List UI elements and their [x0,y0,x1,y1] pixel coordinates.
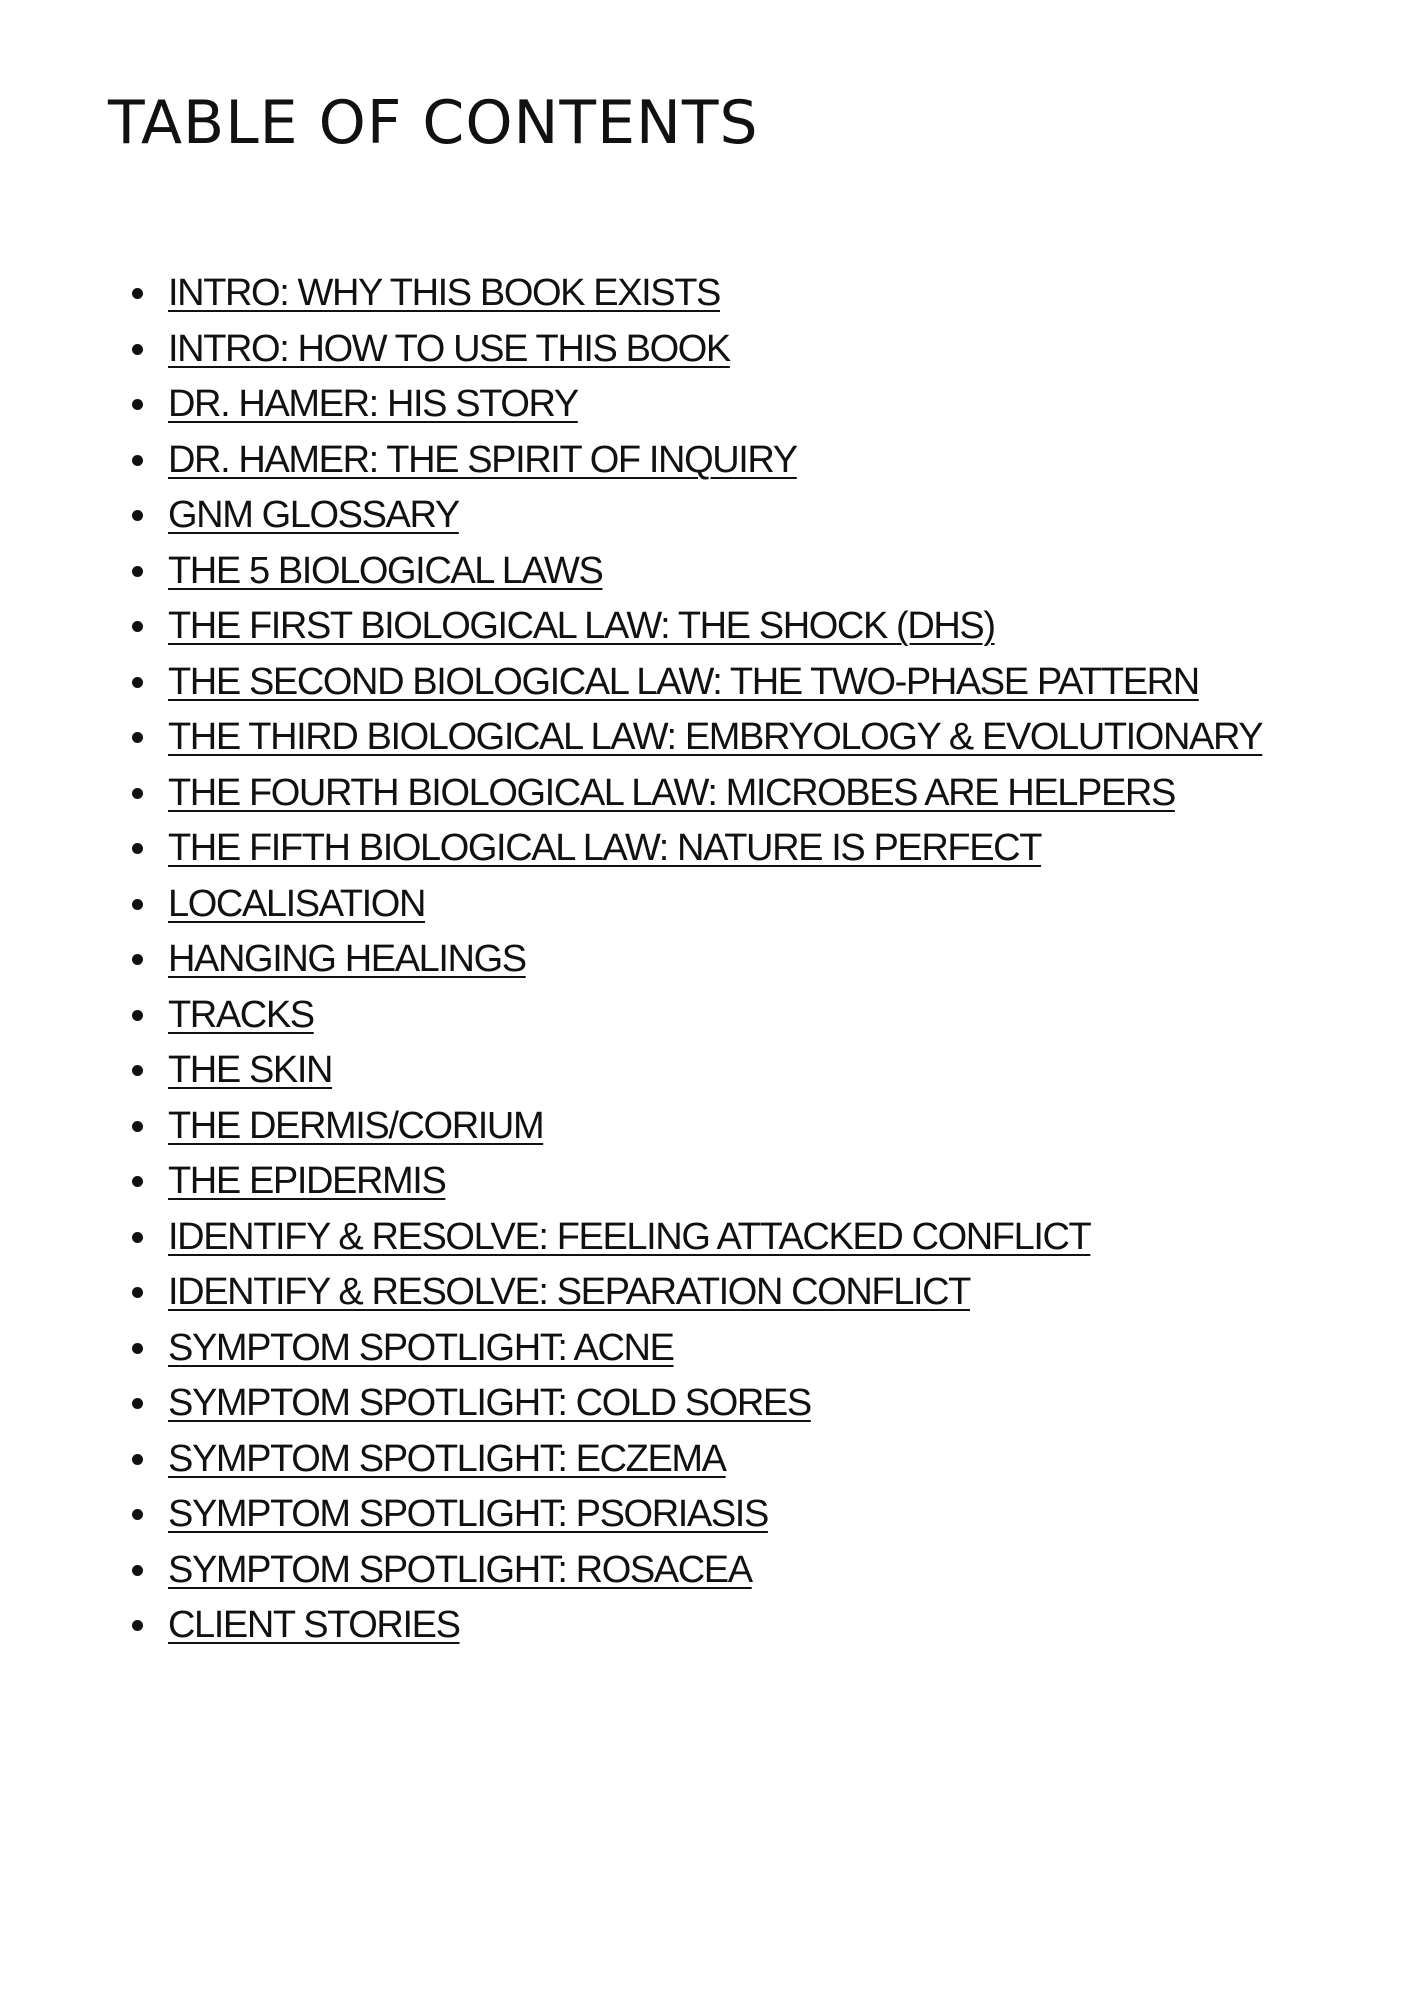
list-item [168,1324,1262,1380]
list-item [168,1435,1262,1491]
bullet-icon [132,1454,143,1465]
list-item [168,1213,1262,1269]
toc-link[interactable]: THE FIRST BIOLOGICAL LAW: THE SHOCK (DHS) [168,605,995,647]
list-item [168,713,1262,769]
bullet-icon [132,1509,143,1520]
list-item [168,1046,1262,1102]
list-item [168,935,1262,991]
list-item [168,1379,1262,1435]
bullet-icon [132,732,143,743]
bullet-icon [132,1065,143,1076]
toc-link[interactable]: IDENTIFY & RESOLVE: FEELING ATTACKED CONFLICT [168,1215,1091,1258]
list-item [168,491,1262,547]
bullet-icon [132,899,143,910]
page-title: TABLE OF CONTENTS [108,88,759,158]
toc-link[interactable]: INTRO: HOW TO USE THIS BOOK [168,327,730,370]
list-item [168,325,1262,381]
toc-link[interactable]: DR. HAMER: HIS STORY [168,383,578,425]
bullet-icon [132,1620,143,1631]
toc-link[interactable]: THE 5 BIOLOGICAL LAWS [168,549,603,592]
bullet-icon [132,1398,143,1409]
bullet-icon [132,399,143,410]
toc-list [168,269,1262,1657]
list-item [168,991,1262,1047]
bullet-icon [132,1176,143,1187]
toc-link[interactable]: IDENTIFY & RESOLVE: SEPARATION CONFLICT [168,1271,970,1313]
toc-link[interactable]: DR. HAMER: THE SPIRIT OF INQUIRY [168,438,797,481]
toc-link[interactable]: INTRO: WHY THIS BOOK EXISTS [168,272,720,314]
bullet-icon [132,1232,143,1243]
list-item [168,602,1262,658]
toc-link[interactable]: SYMPTOM SPOTLIGHT: COLD SORES [168,1382,811,1424]
list-item [168,658,1262,714]
toc-link[interactable]: THE SECOND BIOLOGICAL LAW: THE TWO-PHASE PATTERN [168,660,1199,703]
bullet-icon [132,1010,143,1021]
toc-link[interactable]: SYMPTOM SPOTLIGHT: ECZEMA [168,1437,726,1480]
bullet-icon [132,788,143,799]
toc-link[interactable]: SYMPTOM SPOTLIGHT: ACNE [168,1326,674,1369]
bullet-icon [132,954,143,965]
toc-link[interactable]: THE THIRD BIOLOGICAL LAW: EMBRYOLOGY & EVOLUTIONARY [168,716,1263,758]
bullet-icon [132,1287,143,1298]
list-item [168,880,1262,936]
toc-link[interactable]: CLIENT STORIES [168,1604,460,1646]
list-item [168,769,1262,825]
toc-link[interactable]: THE DERMIS/CORIUM [168,1104,544,1147]
bullet-icon [132,455,143,466]
list-item [168,1490,1262,1546]
toc-link[interactable]: SYMPTOM SPOTLIGHT: ROSACEA [168,1548,752,1591]
toc-link[interactable]: HANGING HEALINGS [168,938,526,980]
bullet-icon [132,566,143,577]
bullet-icon [132,1121,143,1132]
list-item [168,1546,1262,1602]
toc-link[interactable]: THE SKIN [168,1049,333,1091]
toc-link[interactable]: THE FIFTH BIOLOGICAL LAW: NATURE IS PERFECT [168,827,1042,869]
list-item [168,1268,1262,1324]
bullet-icon [132,510,143,521]
list-item [168,380,1262,436]
bullet-icon [132,1565,143,1576]
bullet-icon [132,288,143,299]
list-item [168,1102,1262,1158]
list-item [168,824,1262,880]
list-item [168,436,1262,492]
bullet-icon [132,621,143,632]
toc-link[interactable]: GNM GLOSSARY [168,494,459,536]
bullet-icon [132,1343,143,1354]
bullet-icon [132,843,143,854]
list-item [168,547,1262,603]
list-item [168,1601,1262,1657]
toc-link[interactable]: SYMPTOM SPOTLIGHT: PSORIASIS [168,1493,768,1535]
toc-link[interactable]: LOCALISATION [168,882,426,925]
list-item [168,1157,1262,1213]
list-item [168,269,1262,325]
toc-link[interactable]: THE FOURTH BIOLOGICAL LAW: MICROBES ARE HELPERS [168,771,1175,814]
toc-link[interactable]: TRACKS [168,993,314,1036]
bullet-icon [132,344,143,355]
bullet-icon [132,677,143,688]
toc-link[interactable]: THE EPIDERMIS [168,1160,446,1202]
